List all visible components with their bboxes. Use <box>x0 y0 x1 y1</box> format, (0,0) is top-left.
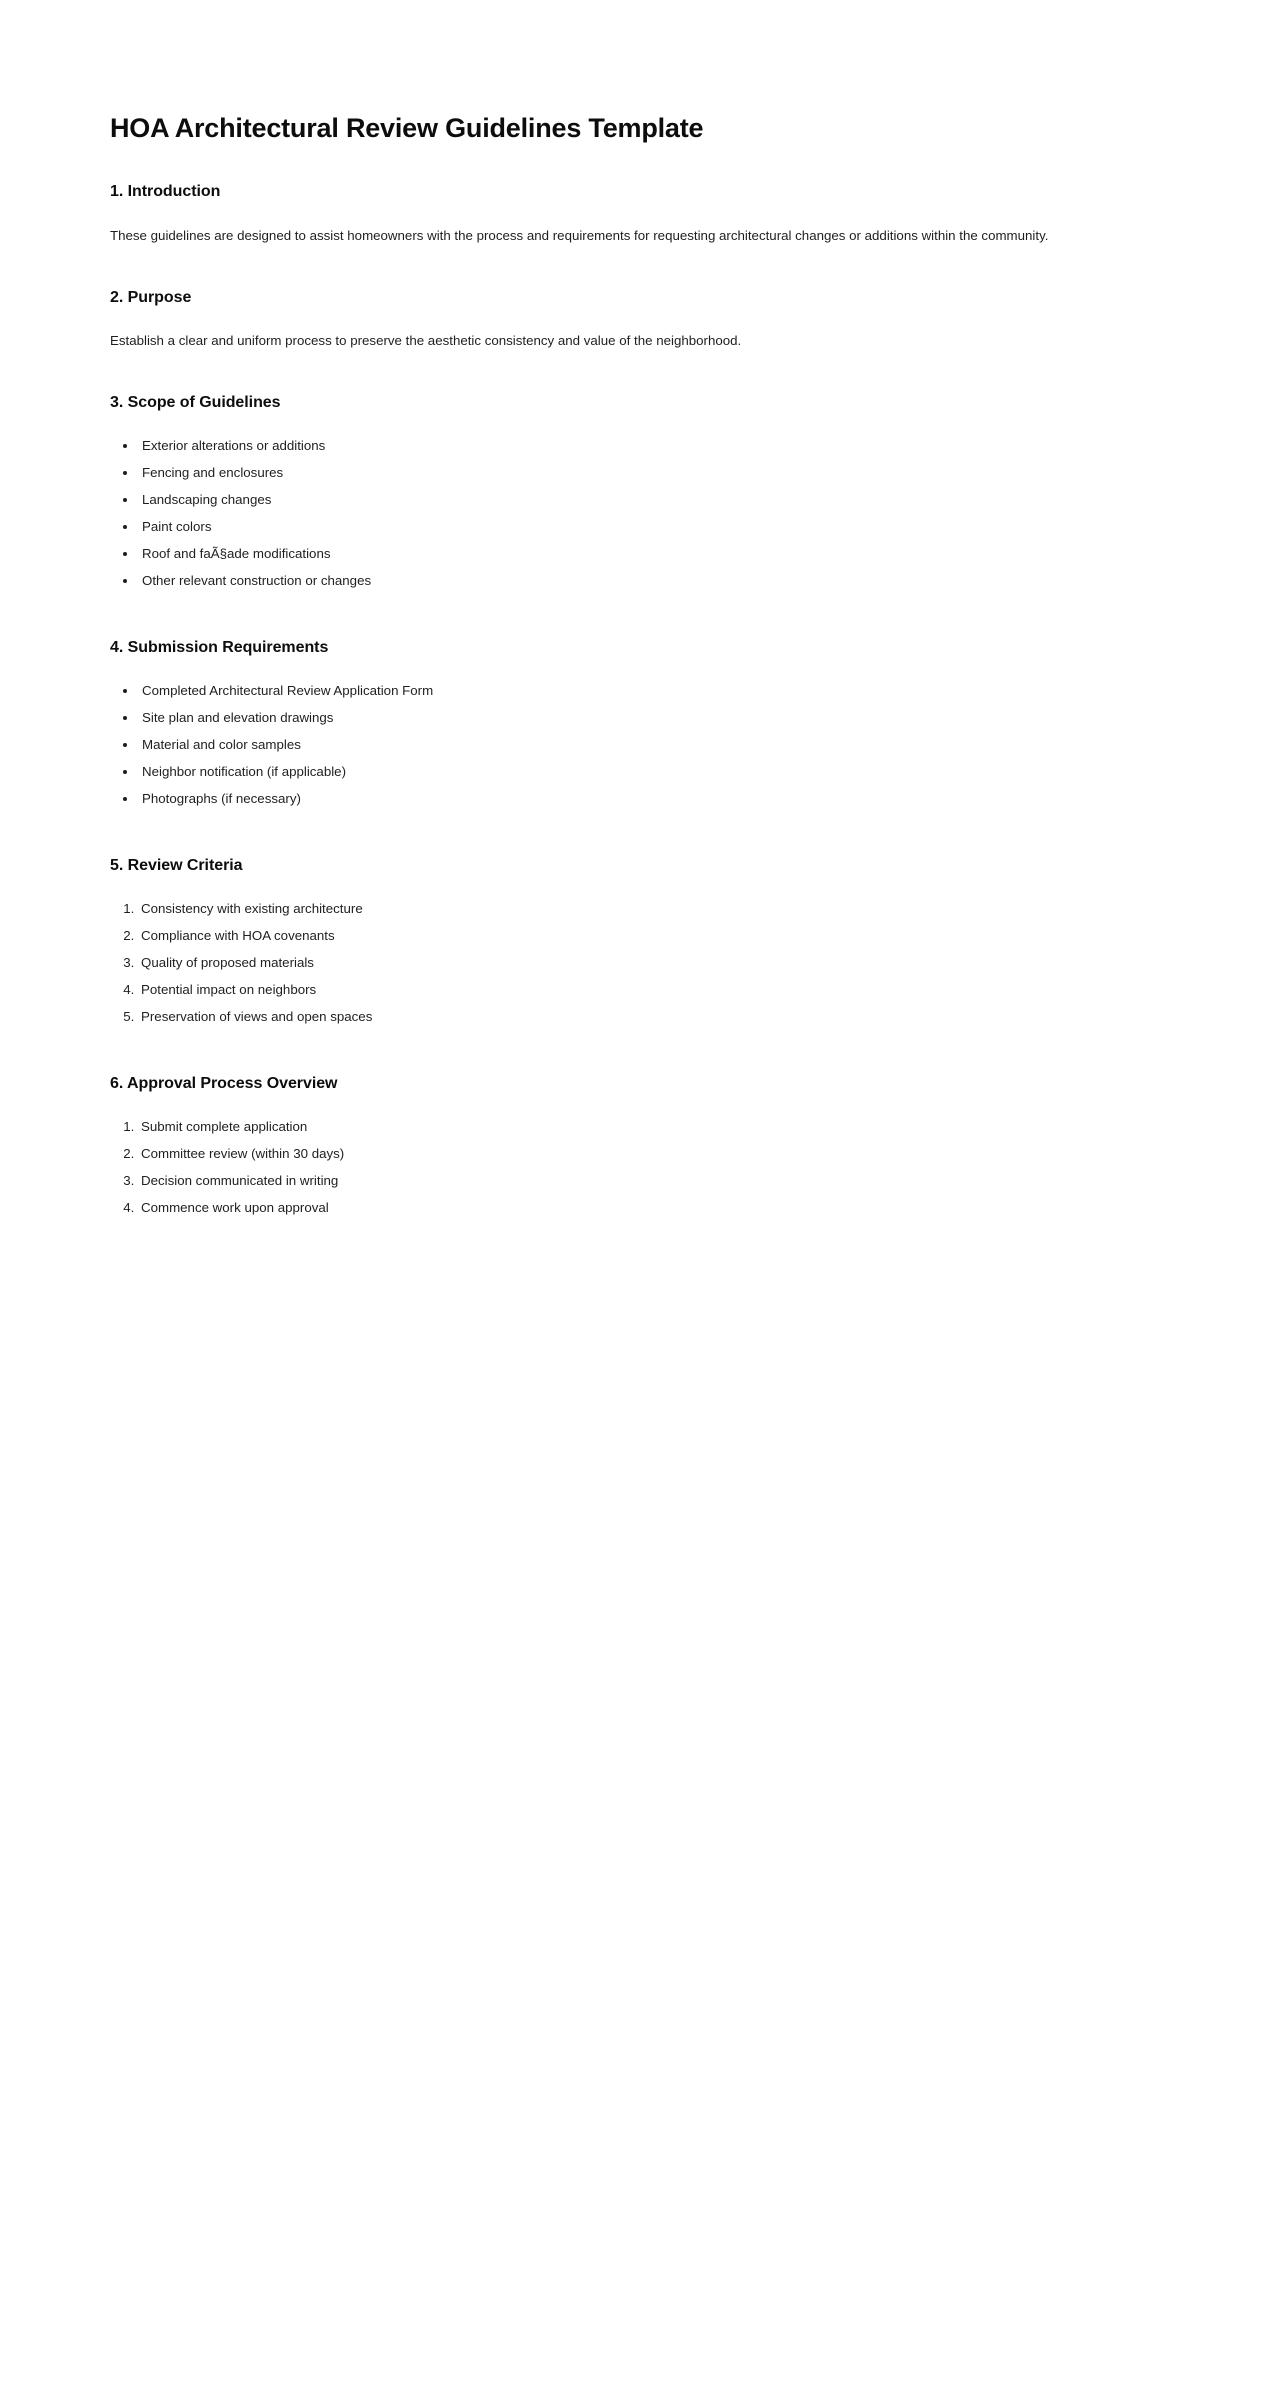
scope-of-guidelines-list <box>110 432 1116 594</box>
section-heading-review-criteria: 5. Review Criteria <box>110 856 243 874</box>
spacer <box>110 1030 1116 1074</box>
section-heading-submission-requirements: 4. Submission Requirements <box>110 639 329 657</box>
list-item: 1. Consistency with existing architecture <box>138 895 1116 922</box>
list-item: • Landscaping changes <box>138 486 1116 513</box>
spacer <box>110 414 1116 432</box>
list-item: • Exterior alterations or additions <box>138 432 1116 459</box>
list-item: • Paint colors <box>138 513 1116 540</box>
list-item: 2. Committee review (within 30 days) <box>138 1140 1116 1167</box>
list-item: 4. Potential impact on neighbors <box>138 976 1116 1003</box>
section-review-criteria <box>110 856 1116 1030</box>
spacer <box>110 1095 1116 1113</box>
spacer <box>110 251 1116 288</box>
section-heading-approval-process-overview: 6. Approval Process Overview <box>110 1074 338 1092</box>
section-submission-requirements <box>110 638 1116 812</box>
section-body-introduction: These guidelines are designed to assist homeowners with the process and requirements for requesting architectural changes or additions within the community. <box>110 227 1049 243</box>
section-heading-scope-of-guidelines: 3. Scope of Guidelines <box>110 394 281 412</box>
list-item: • Neighbor notification (if applicable) <box>138 758 1116 785</box>
section-approval-process-overview <box>110 1074 1116 1221</box>
spacer <box>110 146 1116 182</box>
approval-process-overview-list <box>110 1113 1116 1221</box>
spacer <box>110 594 1116 638</box>
section-purpose <box>110 288 1116 357</box>
review-criteria-list <box>110 895 1116 1030</box>
list-item: • Completed Architectural Review Application Form <box>138 677 1116 704</box>
spacer <box>110 308 1116 326</box>
document-body <box>110 112 1116 1221</box>
section-heading-purpose: 2. Purpose <box>110 288 192 306</box>
spacer <box>110 356 1116 393</box>
list-item: • Photographs (if necessary) <box>138 785 1116 812</box>
list-item: 4. Commence work upon approval <box>138 1194 1116 1221</box>
spacer <box>110 659 1116 677</box>
list-item: • Site plan and elevation drawings <box>138 704 1116 731</box>
section-scope-of-guidelines <box>110 393 1116 594</box>
spacer <box>110 877 1116 895</box>
page-title: HOA Architectural Review Guidelines Template <box>110 113 704 143</box>
list-item: • Material and color samples <box>138 731 1116 758</box>
spacer <box>110 812 1116 856</box>
list-item: 3. Quality of proposed materials <box>138 949 1116 976</box>
section-heading-introduction: 1. Introduction <box>110 182 221 200</box>
list-item: 1. Submit complete application <box>138 1113 1116 1140</box>
section-introduction <box>110 182 1116 251</box>
list-item: • Fencing and enclosures <box>138 459 1116 486</box>
submission-requirements-list <box>110 677 1116 812</box>
list-item: 2. Compliance with HOA covenants <box>138 922 1116 949</box>
section-body-purpose: Establish a clear and uniform process to preserve the aesthetic consistency and value of the neighborhood. <box>110 333 742 349</box>
list-item: • Other relevant construction or changes <box>138 567 1116 594</box>
list-item: 5. Preservation of views and open spaces <box>138 1003 1116 1030</box>
list-item: • Roof and faÃ§ade modifications <box>138 540 1116 567</box>
list-item: 3. Decision communicated in writing <box>138 1167 1116 1194</box>
spacer <box>110 203 1116 221</box>
